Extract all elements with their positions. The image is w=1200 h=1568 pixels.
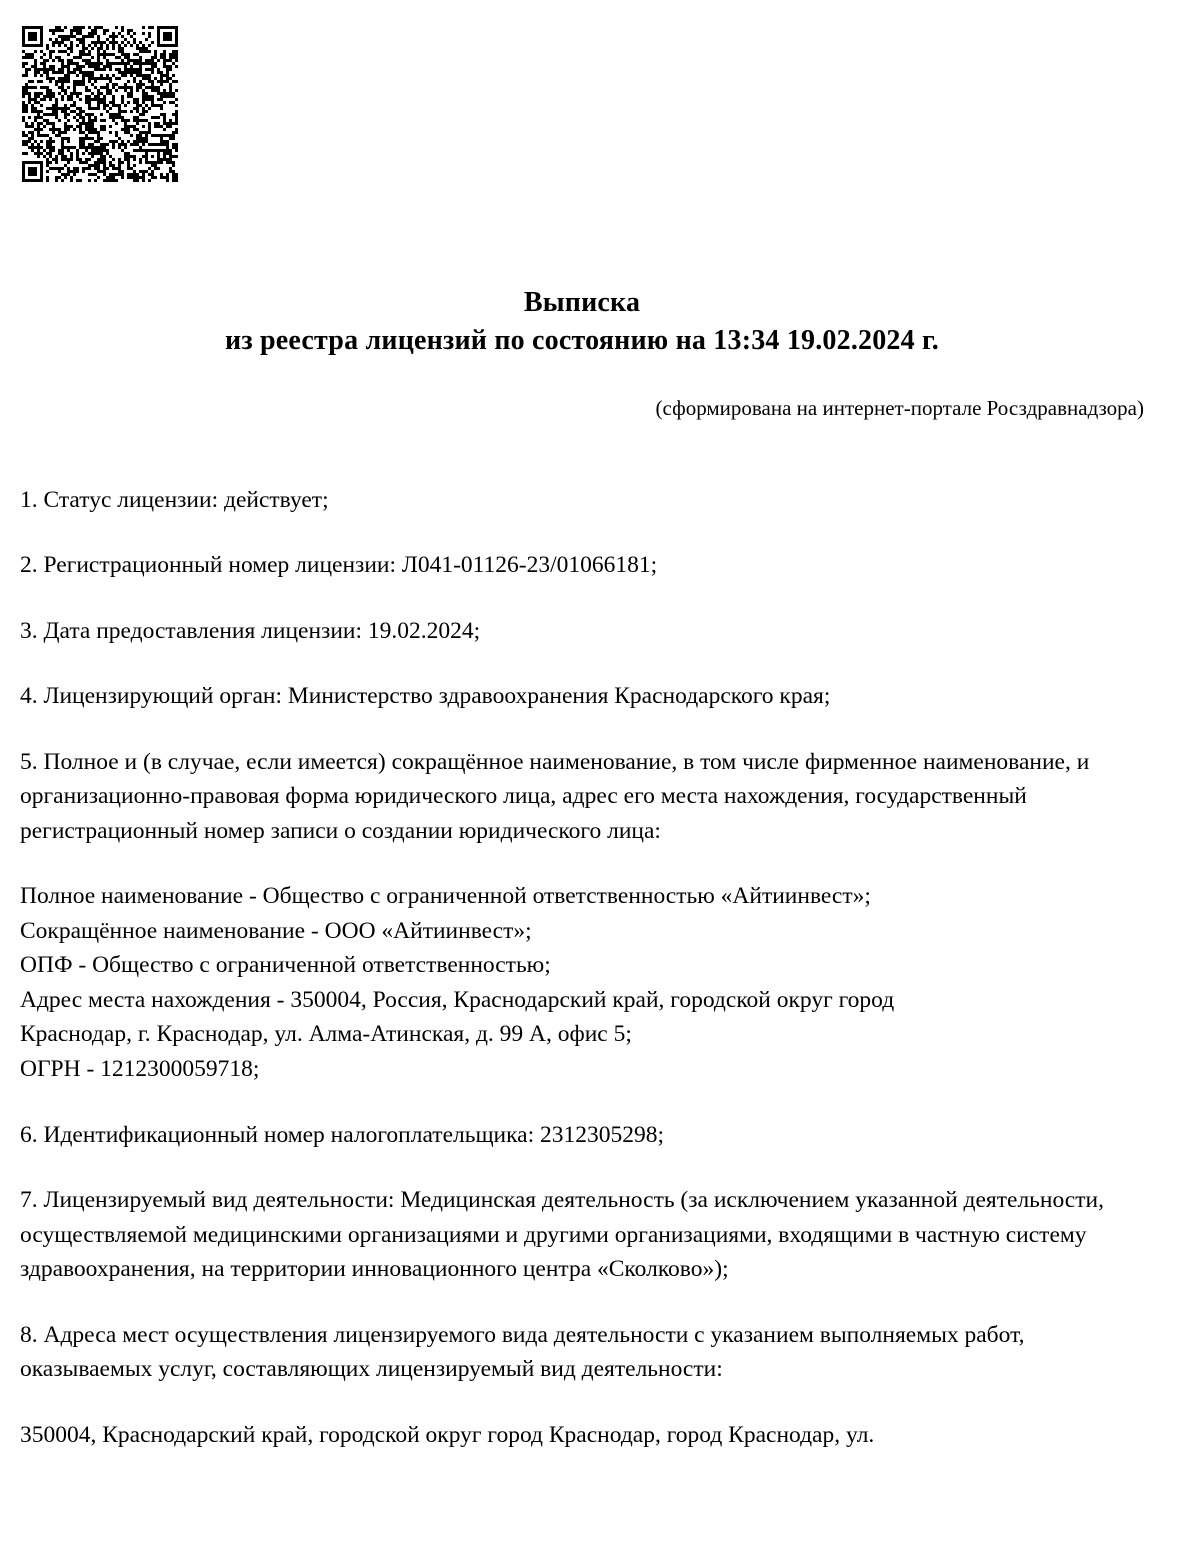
entity-ogrn: ОГРН - 1212300059718; — [20, 1055, 260, 1082]
qr-code — [16, 20, 184, 188]
item-activity-addresses-heading: 8. Адреса мест осуществления лицензируемого вида деятельности с указанием выполняемых работ, оказываемых услуг, составляющих лицензируемый вид деятельности: — [20, 1321, 1025, 1383]
item-entity-names-heading: 5. Полное и (в случае, если имеется) сокращённое наименование, в том числе фирменное наименование, и организационно-правовая форма юридического лица, адрес его места нахождения, государственный регистрационный номер записи о создании юридического лица: — [20, 748, 1090, 844]
title-line-2: из реестра лицензий по состоянию на 13:34 19.02.2024 г. — [225, 324, 939, 356]
entity-legal-form: ОПФ - Общество с ограниченной ответственностью; — [20, 952, 551, 979]
document-body — [20, 483, 1144, 1453]
item-reg-number: 2. Регистрационный номер лицензии: Л041-01126-23/01066181; — [20, 552, 658, 579]
document-title — [20, 284, 1144, 360]
qr-code-canvas — [16, 20, 184, 188]
entity-full-name: Полное наименование - Общество с ограниченной ответственностью «Айтиинвест»; — [20, 883, 871, 910]
entity-short-name: Сокращённое наименование - ООО «Айтиинвест»; — [20, 917, 532, 944]
item-issue-date: 3. Дата предоставления лицензии: 19.02.2024; — [20, 617, 481, 644]
item-inn: 6. Идентификационный номер налогоплательщика: 2312305298; — [20, 1121, 665, 1148]
item-status: 1. Статус лицензии: действует; — [20, 486, 329, 513]
document-subtitle: (сформирована на интернет-портале Росздравнадзора) — [655, 395, 1144, 420]
item-licensing-authority: 4. Лицензирующий орган: Министерство здравоохранения Краснодарского края; — [20, 683, 831, 710]
entity-details-block — [20, 879, 1144, 1086]
item-activity-type: 7. Лицензируемый вид деятельности: Медицинская деятельность (за исключением указанной деятельности, осуществляемой медицинскими организациями и другими организациями, входящими в частную систему здравоохранения, на территории инновационного центра «Сколково»); — [20, 1187, 1104, 1283]
entity-address-line-2: Краснодар, г. Краснодар, ул. Алма-Атинская, д. 99 А, офис 5; — [20, 1021, 632, 1048]
title-line-1: Выписка — [523, 287, 641, 318]
item-activity-address-1: 350004, Краснодарский край, городской округ город Краснодар, город Краснодар, ул. — [20, 1421, 875, 1448]
entity-address-line-1: Адрес места нахождения - 350004, Россия, Краснодарский край, городской округ город — [20, 986, 895, 1013]
